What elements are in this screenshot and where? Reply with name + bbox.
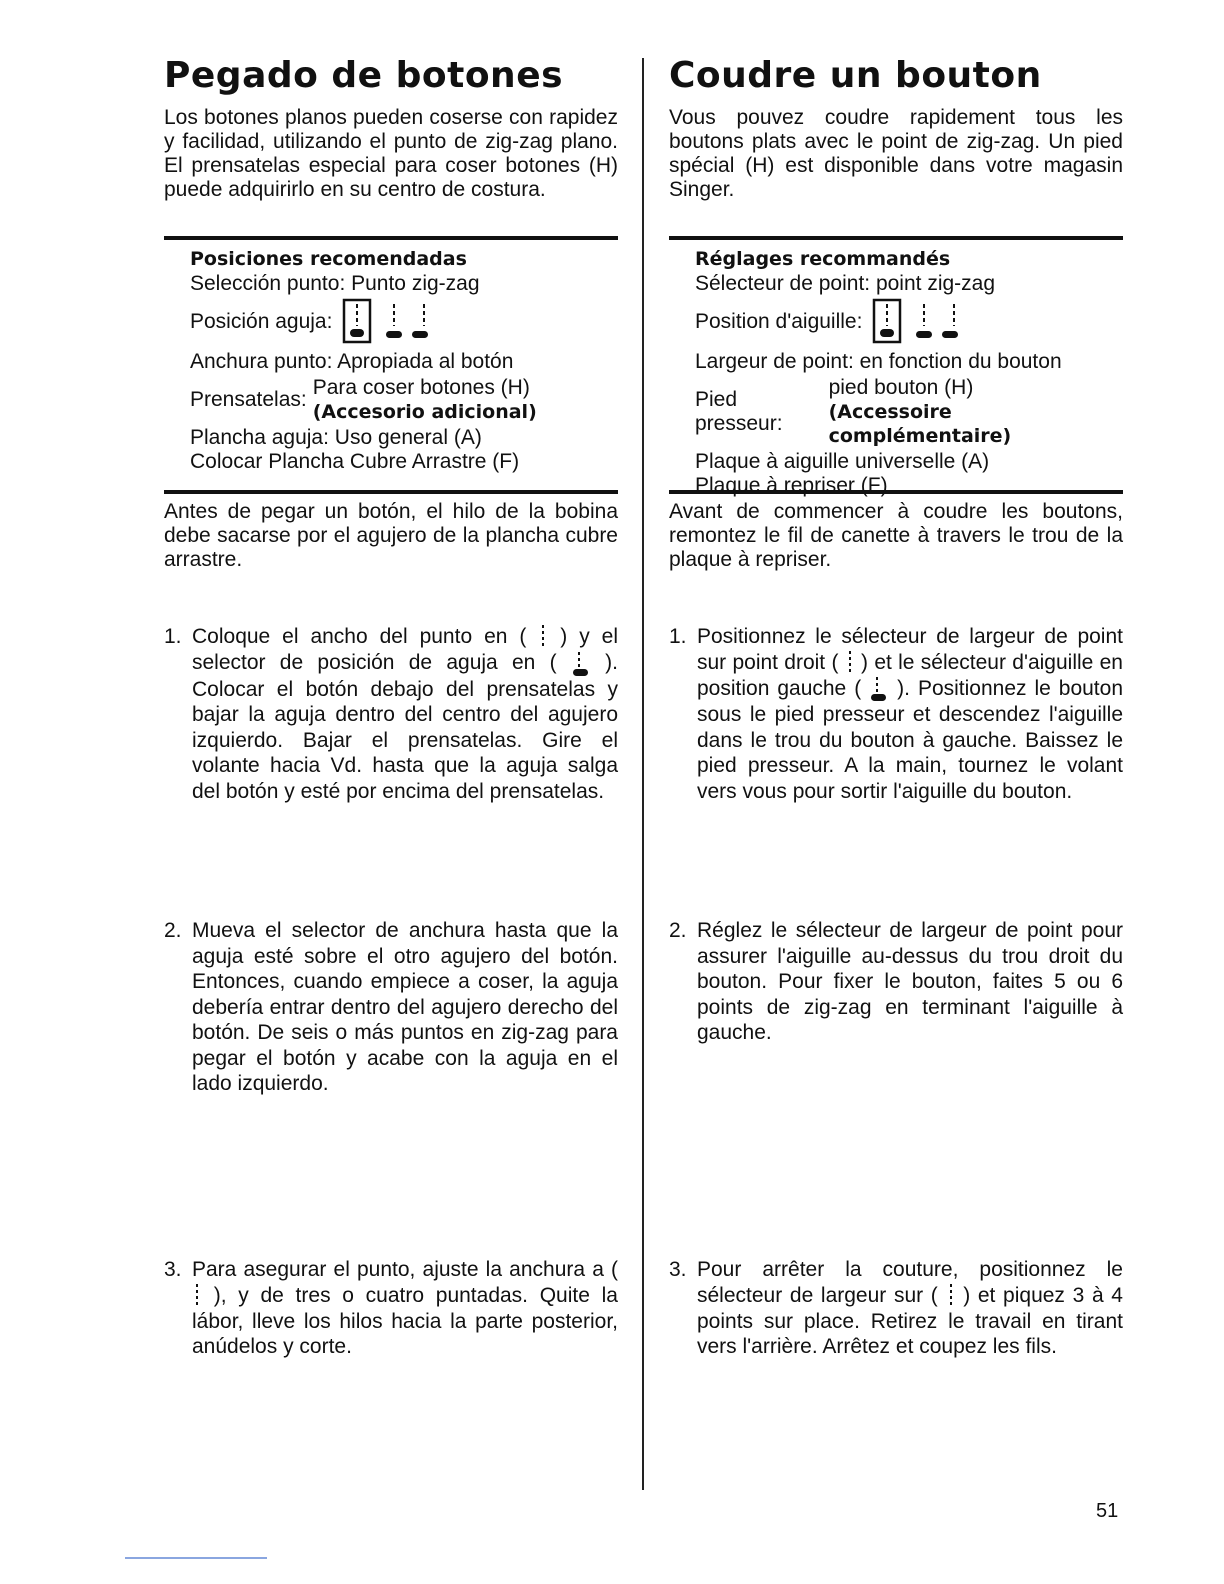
step-text: Pour arrêter la couture, positionnez le sélecteur de largeur sur ( [697, 1258, 1123, 1307]
french-settings-heading: Réglages recommandés [695, 248, 951, 270]
french-presser-value: pied bouton (H) [828, 376, 974, 399]
spanish-needle-position-label: Posición aguja: [190, 310, 333, 333]
french-title: Coudre un bouton [669, 55, 1042, 96]
french-presser-note: (Accessoire complémentaire) [828, 401, 1012, 447]
french-cover-plate: Plaque à repriser (F) [695, 474, 888, 497]
step-text: ). [897, 676, 910, 700]
step-number: 3. [164, 1258, 182, 1281]
needle-position-icon [342, 298, 434, 346]
straight-stitch-icon [946, 1283, 956, 1309]
french-needle-position-label: Position d'aiguille: [695, 310, 863, 333]
spanish-needle-position-row [190, 298, 618, 346]
step-text: Réglez le sélecteur de largeur de point pour assurer l'aiguille au-dessus du trou droit du bouton. Pour fixer le bouton, faites 5 ou 6 points de zig-zag en terminant l'aiguille à gauche. [697, 919, 1123, 1044]
step-text: ) et piquez 3 à 4 points sur place. Retirez le travail en tirant vers l'arrière. Arrêtez et coupez les fils. [697, 1283, 1123, 1359]
step-text: ), y de tres o cuatro puntadas. Quite la lábor, lleve los hilos hacia la parte posterior, anúdelos y corte. [192, 1283, 618, 1359]
step-text: ). [605, 651, 618, 675]
step-text: ) y el selector de posición de aguja en ( [192, 625, 619, 675]
spanish-step-3 [164, 1257, 618, 1360]
spanish-column [164, 50, 619, 1359]
step-number: 3. [669, 1258, 687, 1281]
spanish-settings-box [164, 236, 618, 494]
spanish-before-note: Antes de pegar un botón, el hilo de la bobina debe sacarse por el agujero de la plancha cubre arrastre. [164, 500, 618, 571]
needle-position-icon [872, 298, 964, 346]
spanish-settings-heading: Posiciones recomendadas [190, 248, 467, 270]
spanish-step-1 [164, 624, 618, 804]
french-presser-row [695, 376, 1123, 448]
french-needle-position-row [695, 298, 1123, 346]
spanish-title: Pegado de botones [164, 55, 564, 96]
spanish-needle-plate: Plancha aguja: Uso general (A) [190, 426, 482, 449]
french-step-3 [669, 1257, 1123, 1360]
french-stitch-width: Largeur de point: en fonction du bouton [695, 350, 1062, 373]
french-needle-plate: Plaque à aiguille universelle (A) [695, 450, 990, 473]
step-text: Mueva el selector de anchura hasta que la aguja esté sobre el otro agujero del botón. Entonces, cuando empiece a coser, la aguja debería entrar dentro del agujero derecho del botón. De seis o más puntos en zig-zag para pegar el botón y acabe con la aguja en el lado izquierdo. [192, 919, 618, 1095]
step-number: 2. [669, 919, 687, 942]
french-step-2 [669, 918, 1123, 1046]
step-text: Para asegurar el punto, ajuste la anchura a ( [192, 1258, 618, 1281]
spanish-cover-plate: Colocar Plancha Cubre Arrastre (F) [190, 450, 520, 473]
left-needle-icon [571, 651, 591, 677]
spanish-step-2 [164, 918, 618, 1097]
spanish-presser-value: Para coser botones (H) [312, 376, 530, 399]
french-column [669, 50, 1123, 1359]
footer-line [125, 1557, 267, 1559]
french-step-1 [669, 624, 1123, 804]
step-text: Colocar el botón debajo del prensatelas y bajar la aguja dentro del centro del agujero izquierdo. Bajar el prensatelas. Gire el volante hacia Vd. hasta que la aguja salga del botón y esté por encima del prensatelas. [192, 677, 618, 803]
french-before-note: Avant de commencer à coudre les boutons, remontez le fil de canette à travers le trou de la plaque à repriser. [669, 500, 1123, 571]
spanish-stitch-selection: Selección punto: Punto zig-zag [190, 272, 480, 295]
french-settings-box [669, 236, 1123, 497]
straight-stitch-icon [192, 1283, 202, 1309]
french-presser-label: Pied presseur: [695, 388, 783, 435]
step-text: Positionnez le bouton sous le pied presseur et descendez l'aiguille dans le trou du bouton à gauche. Baissez le pied presseur. A la main, tournez le volant vers vous pour sortir l'aiguille du bouton. [697, 676, 1123, 803]
spanish-stitch-width: Anchura punto: Apropiada al botón [190, 350, 514, 373]
straight-stitch-icon [538, 624, 548, 650]
spanish-presser-note: (Accesorio adicional) [312, 401, 537, 423]
straight-stitch-icon [845, 650, 855, 676]
step-text: Positionnez le sélecteur de largeur de point sur point droit ( [697, 625, 1123, 674]
column-divider [642, 58, 644, 1490]
step-text: Coloque el ancho del punto en ( [192, 625, 527, 648]
spanish-intro: Los botones planos pueden coserse con rapidez y facilidad, utilizando el punto de zig-zag plano. El prensatelas especial para coser botones (H) puede adquirirlo en su centro de costura. [164, 106, 618, 201]
french-stitch-selection: Sélecteur de point: point zig-zag [695, 272, 996, 295]
spanish-presser-label: Prensatelas: [190, 388, 307, 411]
left-needle-icon [869, 676, 889, 702]
page-number: 51 [1096, 1500, 1119, 1522]
step-number: 2. [164, 919, 182, 942]
spanish-presser-row [190, 376, 618, 424]
step-text: ) et le sélecteur d'aiguille en position gauche ( [697, 650, 1123, 700]
step-number: 1. [164, 625, 182, 648]
step-number: 1. [669, 625, 687, 648]
french-intro: Vous pouvez coudre rapidement tous les boutons plats avec le point de zig-zag. Un pied spécial (H) est disponible dans votre magasin Singer. [669, 106, 1123, 201]
